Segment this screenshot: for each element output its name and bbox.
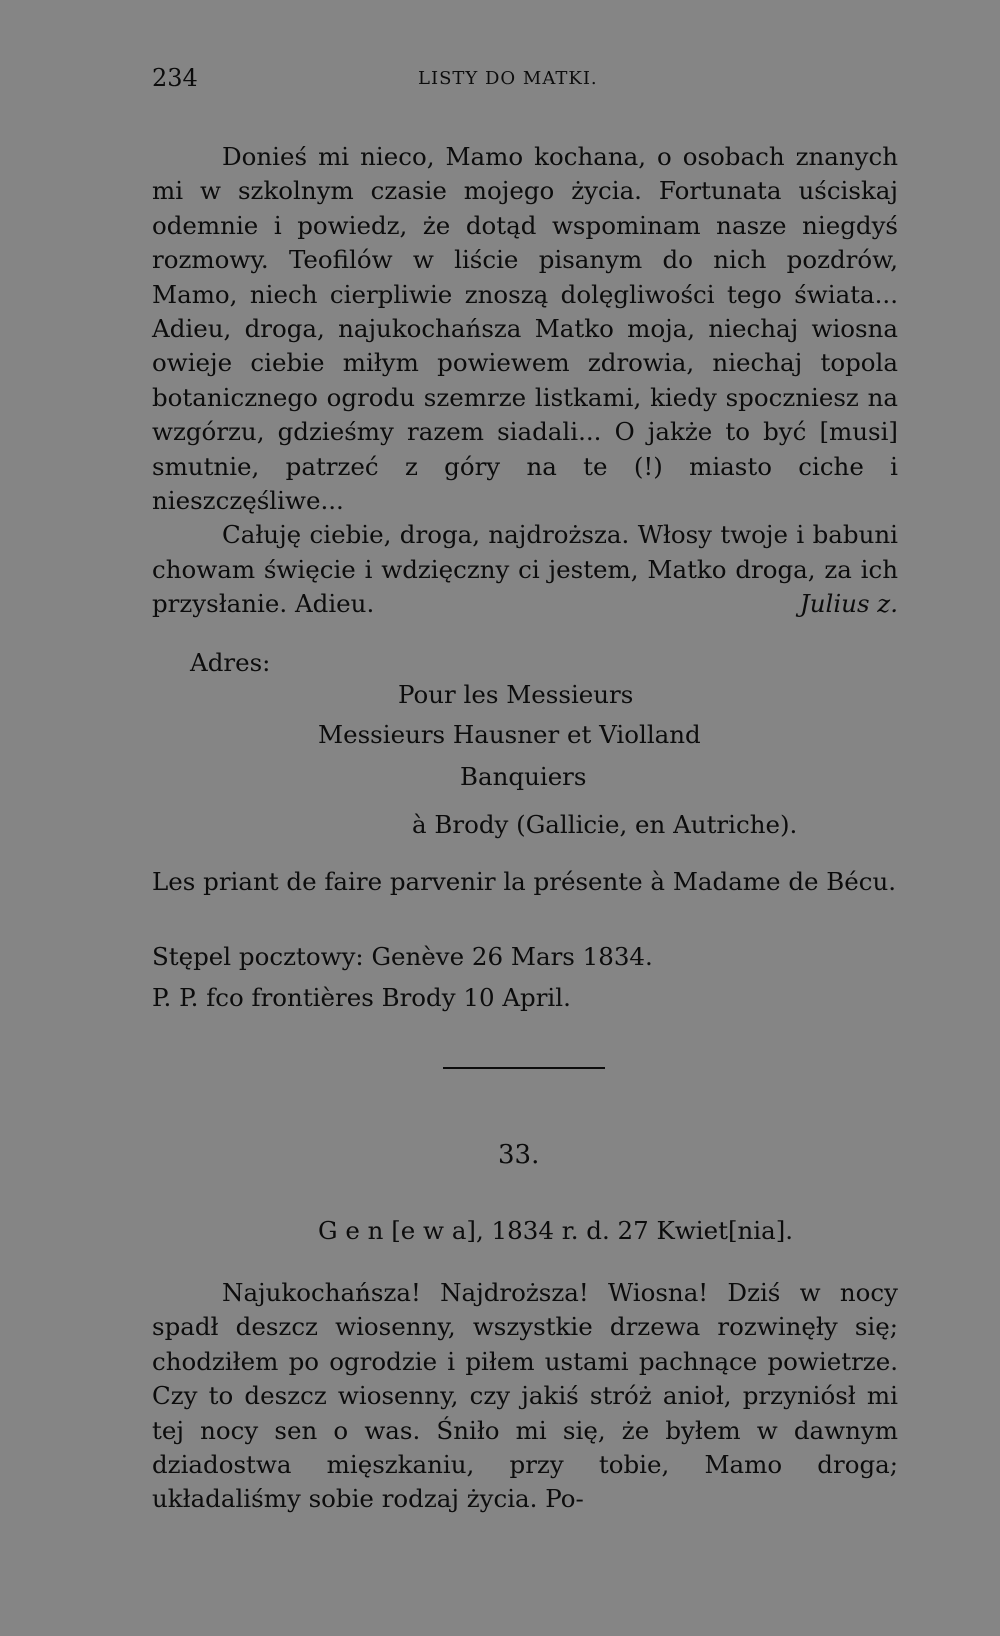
paragraph-closing [152, 518, 898, 621]
address-line: Banquiers [460, 762, 587, 791]
address-line: Pour les Messieurs [398, 680, 634, 709]
letter-body [152, 1276, 898, 1517]
address-label: Adres: [190, 648, 271, 677]
section-divider [443, 1067, 605, 1069]
address-line: Messieurs Hausner et Violland [318, 720, 701, 749]
closing-text: Całuję ciebie, droga, najdroższa. Włosy twoje i babuni chowam święcie i wdzięczny ci jestem, Matko droga, za ich przysłanie. Adieu. [152, 520, 898, 619]
note-text: Les priant de faire parvenir la présente à Madame de Bécu. [152, 867, 897, 896]
letter-number: 33. [498, 1140, 540, 1170]
postal-stamp: Stępel pocztowy: Genève 26 Mars 1834. [152, 942, 653, 971]
letter-body-continued [152, 140, 898, 622]
page-number: 234 [152, 64, 198, 92]
paragraph: Najukochańsza! Najdroższa! Wiosna! Dziś w nocy spadł deszcz wiosenny, wszystkie drzewa rozwinęły się; chodziłem po ogrodzie i piłem ustami pachnące powietrze. Czy to deszcz wiosenny, czy jakiś stróż anioł, przyniósł mi tej nocy sen o was. Śniło mi się, że byłem w dawnym dziadostwa mięszkaniu, przy tobie, Mamo droga; układaliśmy sobie rodzaj życia. Po- [152, 1278, 898, 1514]
address-line: à Brody (Gallicie, en Autriche). [412, 810, 798, 839]
signature: Julius z. [799, 589, 898, 619]
postmark: P. P. fco frontières Brody 10 April. [152, 983, 571, 1012]
paragraph: Donieś mi nieco, Mamo kochana, o osobach znanych mi w szkolnym czasie mojego życia. Fortunata uściskaj odemnie i powiedz, że dotąd wspominam nasze niegdyś rozmowy. Teofilów w liście pisanym do nich pozdrów, Mamo, niech cierpliwie znoszą dolęgliwości tego świata... Adieu, droga, najukochańsza Matko moja, niechaj wiosna owieje ciebie miłym powiewem zdrowia, niechaj topola botanicznego ogrodu szemrze listkami, kiedy spoczniesz na wzgórzu, gdzieśmy razem siadali... O jakże to być [musi] smutnie, patrzeć z góry na te (!) miasto ciche i nieszczęśliwe... [152, 142, 898, 516]
running-title: LISTY DO MATKI. [418, 68, 598, 89]
forwarding-note [152, 866, 898, 898]
letter-dateline: G e n [e w a], 1834 r. d. 27 Kwiet[nia]. [318, 1216, 794, 1245]
page-header [152, 64, 900, 104]
